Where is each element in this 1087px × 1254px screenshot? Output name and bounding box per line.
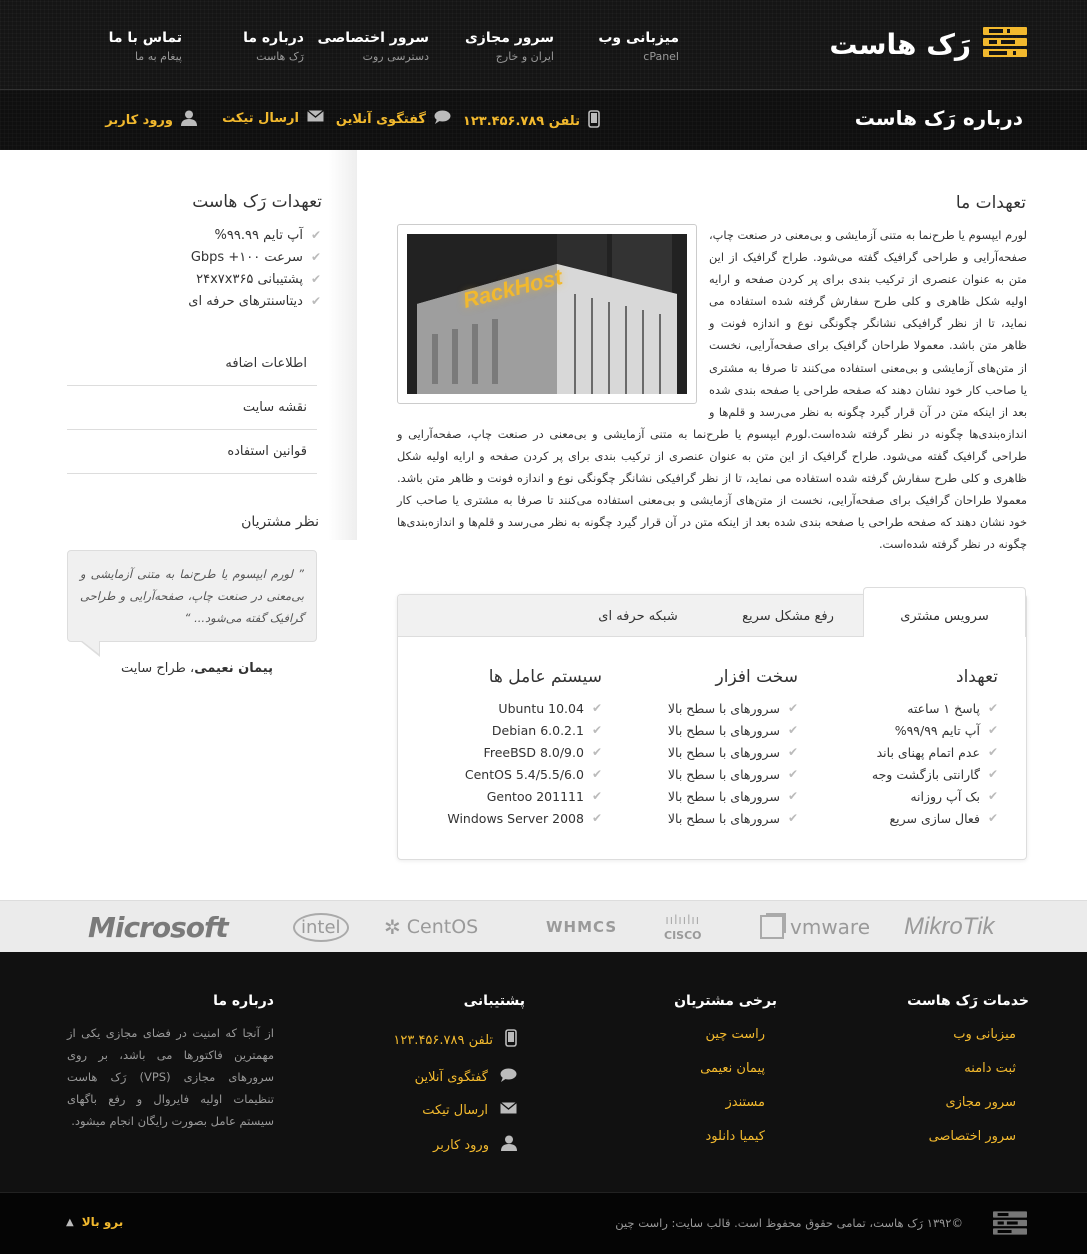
check-icon: ✔ (987, 767, 998, 781)
list-item: ✔ سرورهای با سطح بالا (667, 744, 798, 760)
footer-support-phone[interactable]: تلفن ۱۲۳.۴۵۶.۷۸۹ (393, 1029, 517, 1051)
footer-link-vps[interactable]: سرور مجازی (945, 1095, 1016, 1110)
header-login-text: ورود کاربر (105, 112, 173, 128)
mikrotik-logo[interactable]: MikroTik (904, 913, 995, 940)
nav-dedicated-server-sub: دسترسی روت (362, 50, 429, 63)
features-tabs (397, 594, 1027, 860)
check-icon: ✔ (987, 701, 998, 715)
header-chat-link[interactable] (336, 110, 451, 128)
nav-web-hosting-title: میزبانی وب (598, 30, 679, 46)
footer-client-peyman[interactable]: پیمان نعیمی (700, 1061, 765, 1076)
rack-logo-icon (983, 27, 1027, 61)
footer-client-rtl-theme[interactable]: راست چین (705, 1027, 765, 1042)
footer-support-title: پشتیبانی (463, 993, 525, 1009)
centos-logo[interactable]: ✲ CentOS (384, 915, 479, 939)
list-item: ✔ Gentoo 201111 (486, 788, 602, 804)
vmware-icon (760, 915, 784, 939)
tab-quick-fix[interactable]: رفع مشکل سریع (742, 608, 834, 624)
nav-web-hosting-sub: cPanel (643, 50, 679, 63)
check-icon: ✔ (787, 811, 798, 825)
column-title: تعهداد (956, 667, 998, 687)
check-icon: ✔ (591, 701, 602, 715)
testimonial-quote: ” لورم ایپسوم یا طرح‌نما به متنی آزمایشی و بی‌معنی در صنعت چاپ، صفحه‌آرایی و طراحی گرافیک گفته می‌شود... “ (67, 550, 317, 642)
header-ticket-link[interactable] (222, 110, 324, 126)
content-paragraph-text: لورم ایپسوم یا طرح‌نما به متنی آزمایشی و بی‌معنی در صنعت چاپ، صفحه‌آرایی و طراحی گرافیک گفته می‌شود. طراح گرافیک از این متن به عنوان عنصری از ترکیب بندی برای پر کردن صفحه و ارایه اولیه شکل ظاهری و کلی طرح سفارش گرفته شده استفاده می نماید، تا از نظر گرافیکی نشانگر چگونگی نوع و اندازه فونت و ظاهر متن باشد. معمولا طراحان گرافیک برای صفحه‌آرایی، نخست از متن‌های آزمایشی و بی‌معنی استفاده می‌کنند تا صرفا به مشتری یا صاحب کار خود نشان دهند که صفحه طراحی یا صفحه بندی شده بعد از اینکه متن در آن قرار گیرد چگونه به نظر می‌رسد و قلم‌ها و اندازه‌بندی‌ها چگونه در نظر گرفته شده‌است.لورم ایپسوم یا طرح‌نما به متنی آزمایشی و بی‌معنی در صنعت چاپ، صفحه‌آرایی و طراحی گرافیک گفته می‌شود. طراح گرافیک از این متن به عنوان عنصری از ترکیب بندی برای پر کردن صفحه و ارایه اولیه شکل ظاهری و کلی طرح سفارش گرفته شده استفاده می نماید، تا از نظر گرافیکی نشانگر چگونگی نوع و اندازه فونت و ظاهر متن باشد. معمولا طراحان گرافیک برای صفحه‌آرایی، نخست از متن‌های آزمایشی و بی‌معنی استفاده می‌کنند تا صرفا به مشتری یا صاحب کار خود نشان دهند که صفحه طراحی یا صفحه بندی شده بعد از اینکه متن در آن قرار گیرد چگونه به نظر می‌رسد و قلم‌ها و اندازه‌بندی‌ها چگونه در نظر گرفته شده‌است. (397, 228, 1027, 552)
check-icon: ✔ (591, 767, 602, 781)
check-icon: ✔ (787, 767, 798, 781)
list-item: ✔ پاسخ ۱ ساعته (907, 700, 998, 716)
mobile-phone-icon (588, 110, 600, 132)
list-item: ✔ دیتاسنترهای حرفه ای (188, 293, 321, 309)
intel-logo[interactable]: intel (293, 901, 349, 953)
footer-link-dedicated[interactable]: سرور اختصاصی (928, 1129, 1016, 1144)
envelope-icon (500, 1102, 517, 1118)
centos-icon: ✲ (384, 915, 401, 939)
list-item: ✔ بک آپ روزانه (910, 788, 998, 804)
nav-dedicated-server-title: سرور اختصاصی (317, 30, 429, 46)
list-item: ✔ FreeBSD 8.0/9.0 (483, 744, 602, 760)
check-icon: ✔ (787, 789, 798, 803)
check-icon: ✔ (787, 723, 798, 737)
nav-contact-title: تماس با ما (108, 30, 182, 46)
footer-support-login[interactable]: ورود کاربر (433, 1135, 517, 1155)
check-icon: ✔ (787, 701, 798, 715)
check-icon: ✔ (310, 294, 321, 308)
check-icon: ✔ (591, 811, 602, 825)
footer-link-web-hosting[interactable]: میزبانی وب (953, 1027, 1016, 1042)
author-name: پیمان نعیمی (194, 661, 273, 676)
datacenter-image (407, 234, 687, 394)
copyright-text: ©۱۳۹۲ رَک هاست، تمامی حقوق محفوظ است. قالب سایت: راست چین (615, 1216, 963, 1230)
tab-column-commitments (872, 667, 998, 829)
tab-customer-service[interactable]: سرویس مشتری (863, 587, 1026, 637)
sidebar-link-sitemap[interactable]: نقشه سایت (67, 386, 317, 430)
check-icon: ✔ (310, 250, 321, 264)
arrow-up-icon: ▲ (66, 1216, 74, 1228)
check-icon: ✔ (987, 811, 998, 825)
cisco-logo[interactable]: ıılıılıı CISCO (664, 912, 702, 942)
back-to-top-link[interactable]: برو بالا ▲ (66, 1215, 124, 1229)
nav-about-sub: رَک هاست (256, 50, 304, 63)
sidebar-commitments-list (61, 224, 321, 312)
check-icon: ✔ (310, 228, 321, 242)
author-role: ، طراح سایت (120, 661, 195, 676)
rackhost-sign: RackHost (460, 264, 565, 313)
nav-web-hosting[interactable] (598, 30, 679, 63)
sidebar-testimonials-title: نظر مشتریان (241, 514, 319, 530)
mobile-phone-icon (505, 1029, 517, 1051)
tab-column-operating-systems (447, 667, 602, 829)
user-icon (181, 110, 197, 130)
footer-support-chat[interactable]: گفتگوی آنلاین (415, 1068, 517, 1086)
list-item: ✔ عدم اتمام پهنای باند (876, 744, 998, 760)
list-item: ✔ Debian 6.0.2.1 (491, 722, 602, 738)
sidebar-link-terms[interactable]: قوانین استفاده (67, 430, 317, 474)
header-chat-text: گفتگوی آنلاین (335, 111, 426, 127)
header-phone-text: تلفن ۱۲۳.۴۵۶.۷۸۹ (462, 113, 580, 129)
list-item: ✔ آپ تایم ۹۹/۹۹% (894, 722, 998, 738)
site-logo[interactable] (829, 24, 1027, 64)
list-item: ✔ Ubuntu 10.04 (498, 700, 602, 716)
list-item: ✔ Windows Server 2008 (447, 810, 602, 826)
footer-client-kimia[interactable]: کیمیا دانلود (705, 1129, 765, 1144)
footer-client-mostanadz[interactable]: مستندز (725, 1095, 765, 1110)
column-title: سخت افزار (715, 667, 798, 687)
logo-text: رَک هاست (829, 27, 971, 61)
footer-clients-title: برخی مشتریان (674, 993, 777, 1009)
footer-services-title: خدمات رَک هاست (907, 993, 1029, 1009)
nav-about-title: درباره ما (243, 30, 304, 46)
list-item: ✔ گارانتی بازگشت وجه (871, 766, 998, 782)
footer-support-ticket[interactable]: ارسال تیکت (422, 1102, 517, 1118)
nav-contact-sub: پیغام به ما (134, 50, 182, 63)
footer-about-text: از آنجا که امنیت در فضای مجازی یکی از مهمترین فاکتورها می باشد، بر روی سرورهای مجازی (VPS) رَک هاست تنظیمات اولیه فایروال و رفع باگهای سیستم عامل بصورت رایگان انجام میشود. (67, 1026, 274, 1128)
list-item: ✔ آپ تایم ۹۹.۹۹% (214, 227, 321, 243)
nav-vps[interactable] (465, 30, 554, 63)
check-icon: ✔ (310, 272, 321, 286)
nav-dedicated-server[interactable] (318, 30, 429, 63)
list-item: ✔ سرورهای با سطح بالا (667, 810, 798, 826)
chat-bubble-icon (500, 1068, 517, 1086)
check-icon: ✔ (591, 789, 602, 803)
tab-professional-network[interactable]: شبکه حرفه ای (598, 608, 678, 624)
footer-about-title: درباره ما (213, 993, 274, 1009)
footer-logo-icon (993, 1211, 1027, 1239)
chat-bubble-icon (434, 110, 451, 128)
page-title: درباره رَک هاست (854, 106, 1023, 130)
check-icon: ✔ (987, 789, 998, 803)
list-item: ✔ سرورهای با سطح بالا (667, 700, 798, 716)
check-icon: ✔ (787, 745, 798, 759)
envelope-icon (307, 110, 324, 126)
nav-contact[interactable] (109, 30, 182, 63)
header-phone-link[interactable] (463, 110, 600, 132)
sidebar-link-extra-info[interactable]: اطلاعات اضافه (67, 342, 317, 386)
whmcs-logo[interactable]: WHMCS (546, 918, 618, 936)
nav-about[interactable] (243, 30, 304, 63)
column-title: سیستم عامل ها (488, 667, 602, 687)
list-item: ✔ سرورهای با سطح بالا (667, 788, 798, 804)
list-item: ✔ فعال سازی سریع (889, 810, 998, 826)
check-icon: ✔ (987, 745, 998, 759)
sidebar-commitments-title: تعهدات رَک هاست (192, 192, 322, 212)
footer-link-domain[interactable]: ثبت دامنه (964, 1061, 1016, 1076)
list-item: ✔ پشتیبانی ۲۴x۷x۳۶۵ (196, 271, 321, 287)
tab-column-hardware (668, 667, 798, 829)
content-title: تعهدات ما (955, 193, 1026, 213)
header-login-link[interactable] (105, 110, 197, 130)
testimonial-bubble-tail-inner (81, 640, 99, 654)
cisco-bars-icon: ıılıılıı (665, 912, 701, 927)
nav-vps-title: سرور مجازی (464, 30, 554, 46)
list-item: ✔ سرورهای با سطح بالا (667, 722, 798, 738)
list-item: ✔ سرعت ۱۰۰+ Gbps (190, 249, 321, 265)
datacenter-image-frame (397, 224, 697, 404)
list-item: ✔ CentOS 5.4/5.5/6.0 (464, 766, 602, 782)
list-item: ✔ سرورهای با سطح بالا (667, 766, 798, 782)
user-icon (501, 1135, 517, 1155)
vmware-logo[interactable]: vmware (760, 901, 870, 953)
check-icon: ✔ (987, 723, 998, 737)
nav-vps-sub: ایران و خارج (495, 50, 554, 63)
microsoft-logo[interactable]: Microsoft (88, 910, 228, 944)
partner-logos-bar (0, 900, 1087, 952)
check-icon: ✔ (591, 745, 602, 759)
testimonial-author (121, 661, 273, 676)
header-ticket-text: ارسال تیکت (222, 110, 299, 126)
check-icon: ✔ (591, 723, 602, 737)
